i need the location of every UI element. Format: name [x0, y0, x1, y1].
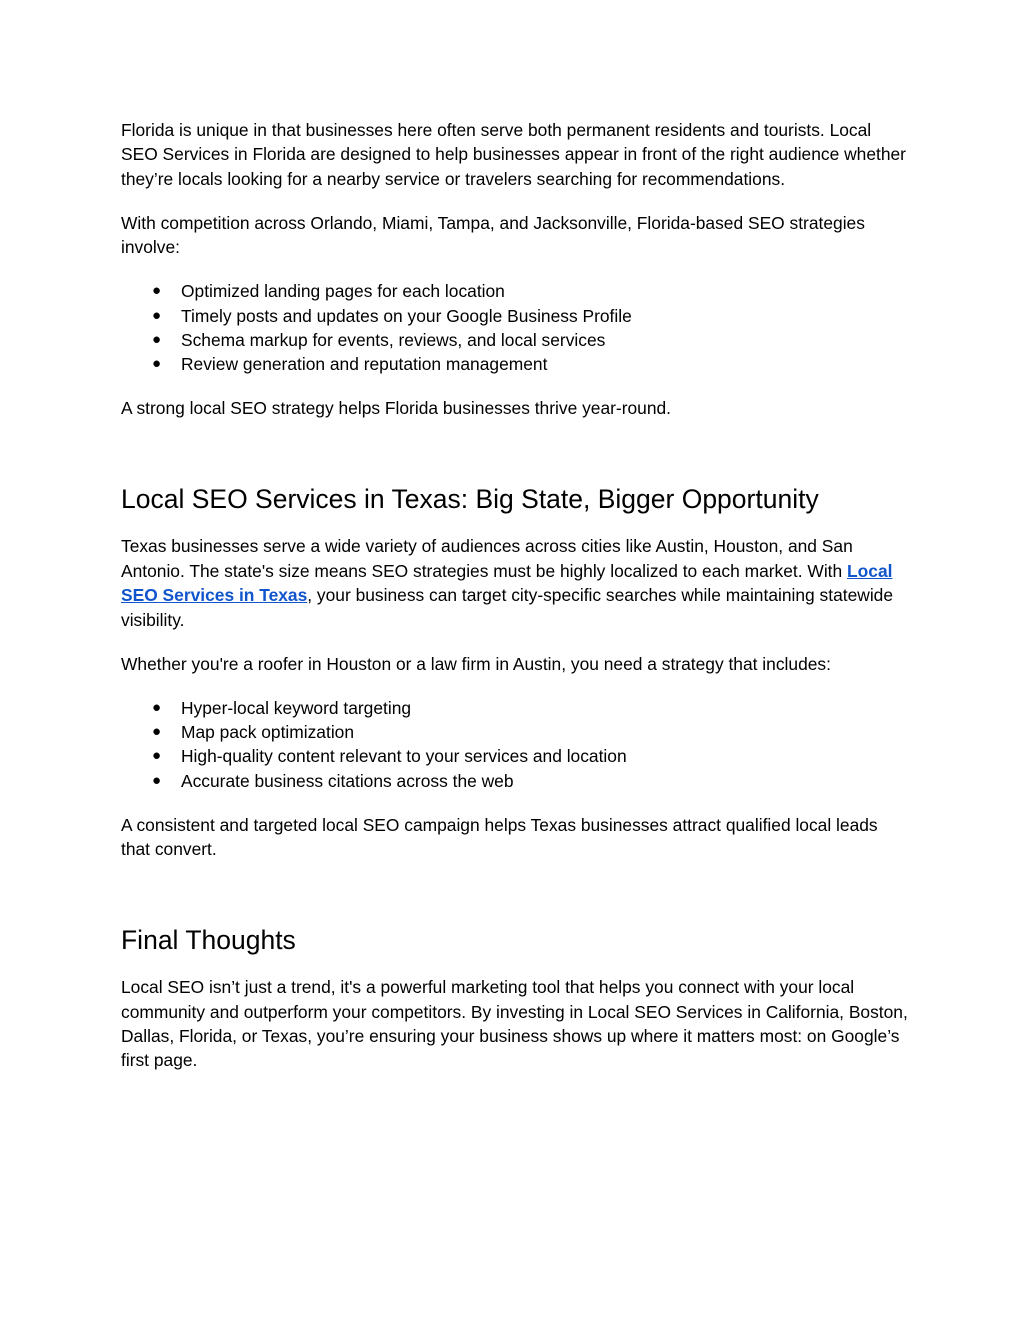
list-item-text: Hyper-local keyword targeting — [181, 697, 412, 718]
texas-intro-text-after-link: , your business can target city-specific searches while maintaining statewide visibility. — [121, 585, 894, 630]
texas-intro-paragraph — [121, 534, 911, 632]
list-item — [121, 696, 911, 720]
local-seo-texas-link[interactable]: Local SEO Services in Texas — [121, 560, 893, 606]
texas-bullet-list — [121, 696, 911, 794]
texas-intro-text-before-link: Texas businesses serve a wide variety of audiences across cities like Austin, Houston, and San Antonio. The state's size means SEO strategies must be highly localized to each market. With — [121, 536, 853, 581]
list-item-text: Map pack optimization — [181, 721, 355, 742]
bullet-icon: ● — [152, 355, 162, 373]
list-item — [121, 720, 911, 744]
bullet-icon: ● — [152, 698, 162, 716]
texas-closing-paragraph: A consistent and targeted local SEO campaign helps Texas businesses attract qualified local leads that convert. — [121, 814, 878, 860]
texas-strategy-paragraph: Whether you're a roofer in Houston or a law firm in Austin, you need a strategy that includes: — [121, 653, 831, 674]
bullet-icon: ● — [152, 282, 162, 300]
document-page — [121, 118, 911, 1073]
list-item-text: Timely posts and updates on your Google Business Profile — [181, 305, 632, 326]
list-item-text: Review generation and reputation management — [181, 354, 548, 375]
bullet-icon: ● — [152, 771, 162, 789]
list-item-text: Accurate business citations across the web — [181, 770, 514, 791]
florida-intro-paragraph: Florida is unique in that businesses here often serve both permanent residents and tourists. Local SEO Services in Florida are designed to help businesses appear in front of the right audience whether they’re locals looking for a nearby service or travelers searching for recommendations. — [121, 120, 906, 189]
list-item — [121, 744, 911, 768]
bullet-icon: ● — [152, 722, 162, 740]
florida-bullet-list — [121, 279, 911, 377]
list-item — [121, 328, 911, 352]
list-item — [121, 352, 911, 376]
final-thoughts-paragraph: Local SEO isn’t just a trend, it's a powerful marketing tool that helps you connect with your local community and outperform your competitors. By investing in Local SEO Services in California, Boston, Dallas, Florida, or Texas, you’re ensuring your business shows up where it matters most: on Google’s first page. — [121, 977, 908, 1071]
bullet-icon: ● — [152, 747, 162, 765]
list-item — [121, 304, 911, 328]
final-thoughts-heading: Final Thoughts — [121, 924, 296, 955]
list-item — [121, 279, 911, 303]
list-item-text: High-quality content relevant to your services and location — [181, 746, 627, 767]
list-item-text: Schema markup for events, reviews, and local services — [181, 330, 606, 351]
bullet-icon: ● — [152, 306, 162, 324]
bullet-icon: ● — [152, 331, 162, 349]
florida-closing-paragraph: A strong local SEO strategy helps Florida businesses thrive year-round. — [121, 398, 672, 419]
texas-section-heading: Local SEO Services in Texas: Big State, Bigger Opportunity — [121, 483, 819, 514]
list-item-text: Optimized landing pages for each location — [181, 281, 505, 302]
list-item — [121, 769, 911, 793]
florida-competition-paragraph: With competition across Orlando, Miami, Tampa, and Jacksonville, Florida-based SEO strategies involve: — [121, 212, 865, 258]
